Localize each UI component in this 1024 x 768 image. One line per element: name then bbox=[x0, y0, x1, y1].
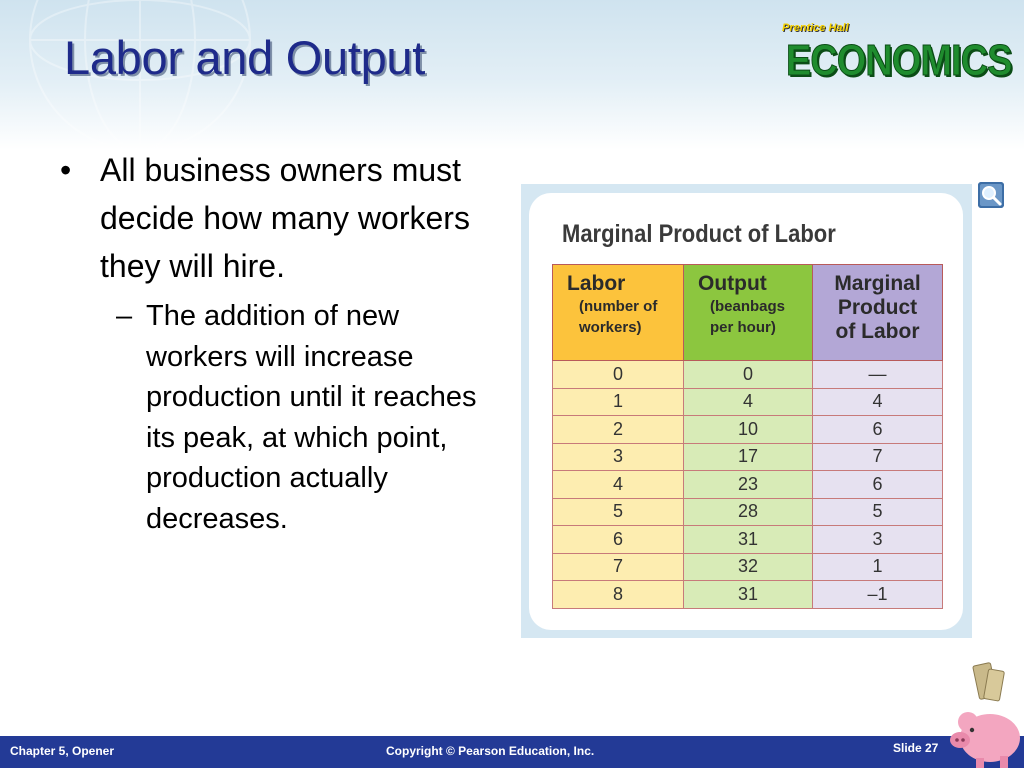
cell-output: 32 bbox=[684, 553, 813, 581]
footer-slide-number: Slide 27 bbox=[893, 741, 939, 755]
table-row bbox=[553, 526, 943, 554]
cell-labor: 5 bbox=[553, 498, 684, 526]
cell-marginal: 6 bbox=[813, 471, 943, 499]
table-row bbox=[553, 361, 943, 389]
footer-bar bbox=[0, 736, 1024, 768]
cell-marginal: 3 bbox=[813, 526, 943, 554]
cell-marginal: –1 bbox=[813, 581, 943, 609]
table-row bbox=[553, 471, 943, 499]
header-labor bbox=[553, 265, 684, 361]
cell-output: 4 bbox=[684, 388, 813, 416]
cell-labor: 4 bbox=[553, 471, 684, 499]
cell-output: 0 bbox=[684, 361, 813, 389]
header-main: Product bbox=[837, 296, 918, 319]
table-row bbox=[553, 388, 943, 416]
cell-marginal: 1 bbox=[813, 553, 943, 581]
cell-output: 28 bbox=[684, 498, 813, 526]
table-title: Marginal Product of Labor bbox=[562, 220, 836, 248]
subbullet-text: The addition of new workers will increase production until it reaches its peak, at which point, production actually decreases. bbox=[146, 300, 477, 535]
cell-marginal: 7 bbox=[813, 443, 943, 471]
header-main: Labor bbox=[567, 272, 626, 295]
table-row bbox=[553, 443, 943, 471]
header-main: Output bbox=[698, 272, 767, 295]
magnifier-icon[interactable] bbox=[978, 182, 1004, 208]
table-row bbox=[553, 581, 943, 609]
header-sub: workers) bbox=[579, 319, 642, 336]
header-main: Marginal bbox=[834, 272, 921, 295]
cell-labor: 0 bbox=[553, 361, 684, 389]
cell-labor: 1 bbox=[553, 388, 684, 416]
cell-marginal: 6 bbox=[813, 416, 943, 444]
bullet-list bbox=[60, 146, 480, 539]
subbullet-marker: – bbox=[116, 300, 133, 332]
piggy-bank-icon bbox=[946, 660, 1022, 768]
cell-marginal: 5 bbox=[813, 498, 943, 526]
slide-title: Labor and Output bbox=[64, 31, 426, 84]
cell-labor: 3 bbox=[553, 443, 684, 471]
table-row bbox=[553, 553, 943, 581]
table-row bbox=[553, 498, 943, 526]
cell-output: 10 bbox=[684, 416, 813, 444]
cell-labor: 2 bbox=[553, 416, 684, 444]
table-row bbox=[553, 416, 943, 444]
header-main: of Labor bbox=[835, 320, 920, 343]
table-header-row bbox=[553, 265, 943, 361]
bullet-text: All business owners must decide how many workers they will hire. bbox=[100, 152, 470, 284]
cell-labor: 6 bbox=[553, 526, 684, 554]
header-sub: (number of bbox=[579, 298, 658, 315]
cell-marginal: — bbox=[813, 361, 943, 389]
header-output bbox=[684, 265, 813, 361]
cell-output: 31 bbox=[684, 581, 813, 609]
cell-output: 31 bbox=[684, 526, 813, 554]
cell-labor: 8 bbox=[553, 581, 684, 609]
economics-logo bbox=[782, 22, 1012, 88]
logo-wordmark: ECONOMICS bbox=[786, 36, 1012, 85]
footer-copyright: Copyright © Pearson Education, Inc. bbox=[386, 744, 595, 758]
cell-output: 17 bbox=[684, 443, 813, 471]
cell-marginal: 4 bbox=[813, 388, 943, 416]
header-sub: per hour) bbox=[710, 319, 776, 336]
bullet-item bbox=[60, 146, 480, 290]
subbullet-item bbox=[60, 296, 480, 539]
logo-publisher: Prentice Hall bbox=[782, 22, 849, 34]
bullet-marker: • bbox=[60, 152, 72, 188]
cell-labor: 7 bbox=[553, 553, 684, 581]
header-sub: (beanbags bbox=[710, 298, 786, 315]
marginal-product-table bbox=[552, 264, 943, 609]
footer-chapter: Chapter 5, Opener bbox=[10, 744, 115, 758]
header-marginal-product bbox=[813, 265, 943, 361]
cell-output: 23 bbox=[684, 471, 813, 499]
